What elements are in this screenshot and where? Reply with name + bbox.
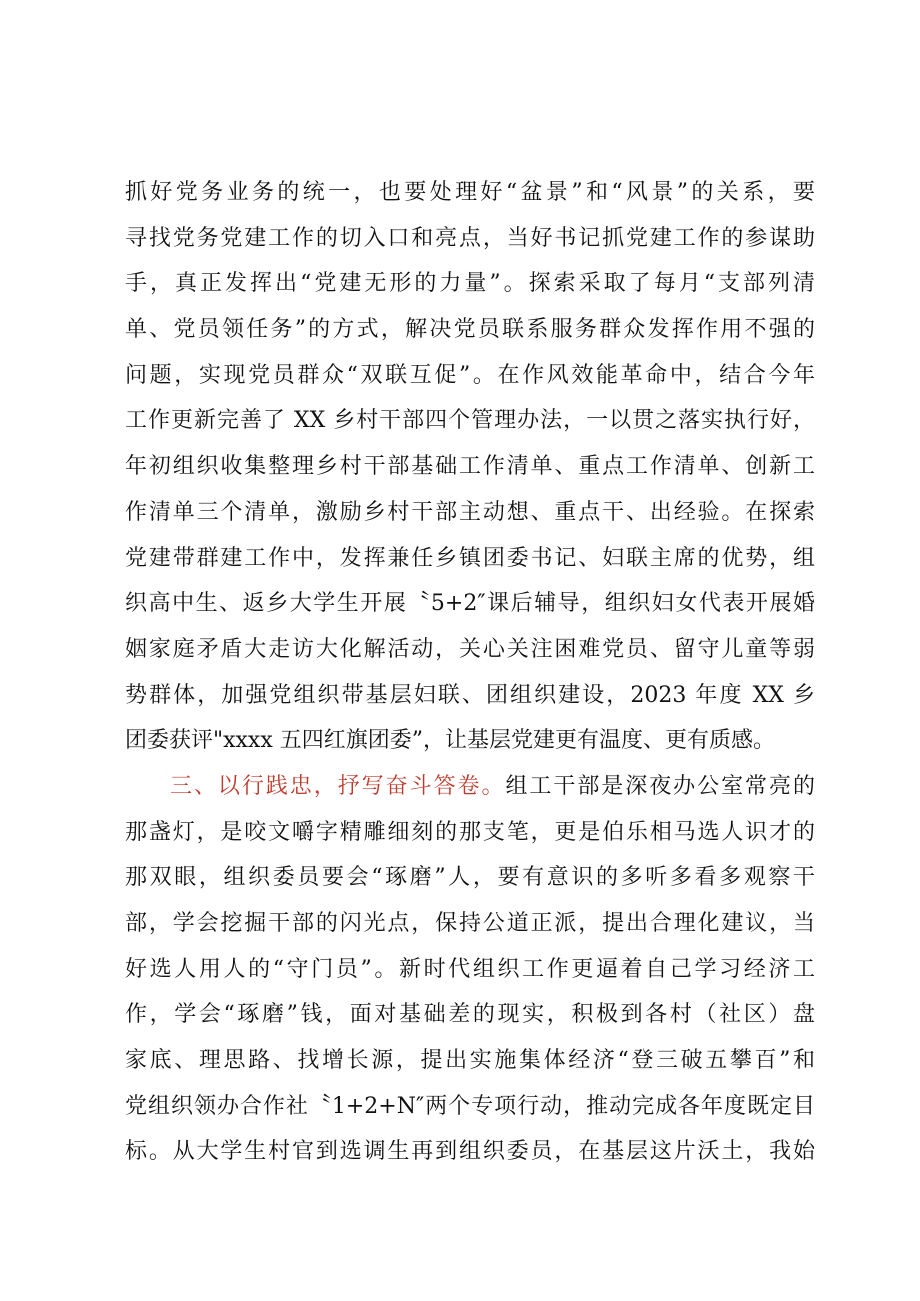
text-line: 单、党员领任务”的方式，解决党员联系服务群众发挥作用不强的 [125, 317, 815, 343]
text-line: 问题，实现党员群众“双联互促”。在作风效能革命中，结合今年 [125, 362, 815, 388]
section-first-line [125, 764, 815, 810]
document-body [125, 170, 815, 1175]
section-heading: 三、以行践忠，抒写奋斗答卷。 [170, 773, 506, 799]
text-line: 部，学会挖掘干部的闪光点，保持公道正派，提出合理化建议，当 [125, 911, 815, 936]
text-line: 年初组织收集整理乡村干部基础工作清单、重点工作清单、创新工 [125, 454, 815, 480]
text-line: 团委获评"xxxx 五四红旗团委”，让基层党建更有温度、更有质感。 [125, 728, 775, 754]
text-line: 家底、理思路、找增长源，提出实施集体经济“登三破五攀百”和 [125, 1048, 815, 1074]
section-first-line-text: 组工干部是深夜办公室常亮的 [505, 773, 815, 799]
text-line: 作，学会“琢磨”钱，面对基础差的现实，积极到各村（社区）盘 [125, 1002, 815, 1028]
text-line: 党建带群建工作中，发挥兼任乡镇团委书记、妇联主席的优势，组 [125, 545, 815, 571]
paragraph-2 [125, 764, 815, 1175]
text-line: 手，真正发挥出“党建无形的力量”。探索采取了每月“支部列清 [125, 271, 815, 297]
text-line: 党组织领办合作社〝1+2+N″两个专项行动，推动完成各年度既定目 [125, 1093, 815, 1119]
text-line: 那盏灯，是咬文嚼字精雕细刻的那支笔，更是伯乐相马选人识才的 [125, 819, 815, 845]
text-line: 寻找党务党建工作的切入口和亮点，当好书记抓党建工作的参谋助 [125, 225, 815, 251]
text-line: 作清单三个清单，激励乡村干部主动想、重点干、出经验。在探索 [125, 499, 815, 525]
text-line: 姻家庭矛盾大走访大化解活动，关心关注困难党员、留守儿童等弱 [125, 636, 815, 662]
text-line: 工作更新完善了 XX 乡村干部四个管理办法，一以贯之落实执行好， [125, 408, 815, 434]
text-line: 好选人用人的“守门员”。新时代组织工作更逼着自己学习经济工 [125, 956, 815, 982]
text-line: 抓好党务业务的统一，也要处理好“盆景”和“风景”的关系，要 [125, 180, 815, 205]
text-line: 那双眼，组织委员要会“琢磨”人，要有意识的多听多看多观察干 [125, 865, 815, 891]
paragraph-1 [125, 170, 815, 764]
text-line: 织高中生、返乡大学生开展〝5+2″课后辅导，组织妇女代表开展婚 [125, 591, 815, 617]
text-line: 势群体，加强党组织带基层妇联、团组织建设，2023 年度 XX 乡 [125, 682, 815, 708]
text-line: 标。从大学生村官到选调生再到组织委员，在基层这片沃土，我始 [125, 1139, 815, 1165]
